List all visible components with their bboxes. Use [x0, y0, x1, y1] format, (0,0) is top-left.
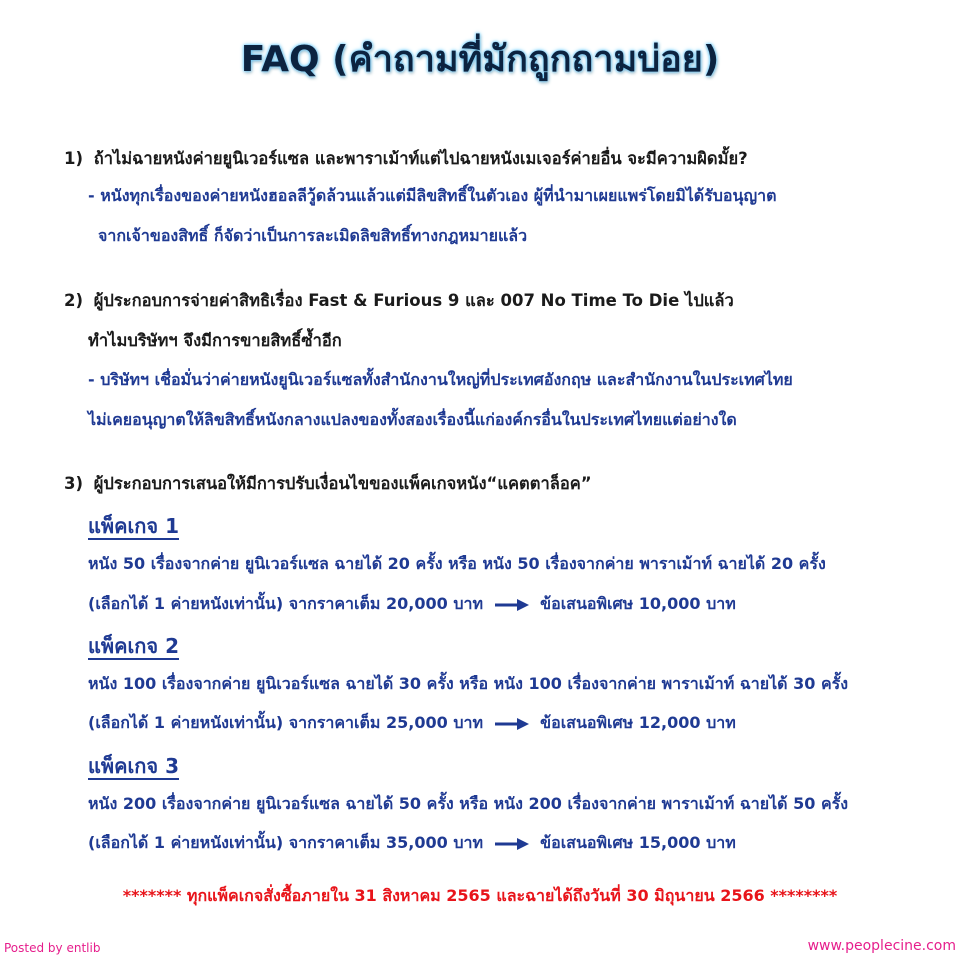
posted-by-credit: Posted by entlib — [4, 941, 101, 955]
package-3-full-price: (เลือกได้ 1 ค่ายหนังเท่านั้น) จากราคาเต็ม 35,000 บาท — [88, 833, 483, 852]
faq-question-3 — [64, 471, 592, 497]
package-2-full-price: (เลือกได้ 1 ค่ายหนังเท่านั้น) จากราคาเต็ม 25,000 บาท — [88, 713, 483, 732]
site-url: www.peoplecine.com — [807, 938, 956, 954]
package-3-line-2 — [88, 831, 736, 856]
package-2-line-1: หนัง 100 เรื่องจากค่าย ยูนิเวอร์แซล ฉายได้ 30 ครั้ง หรือ หนัง 100 เรื่องจากค่าย พาราเม้าท์ ฉายได้ 30 ครั้ง — [88, 674, 849, 693]
package-2-special-price: ข้อเสนอพิเศษ 12,000 บาท — [540, 713, 736, 732]
faq-answer-2-line-2: ไม่เคยอนุญาตให้ลิขสิทธิ์หนังกลางแปลงของทั้งสองเรื่องนี้แก่องค์กรอื่นในประเทศไทยแต่อย่างใด — [88, 410, 737, 429]
faq-number-3: 3) — [64, 474, 84, 493]
faq-question-3-text: ผู้ประกอบการเสนอให้มีการปรับเงื่อนไขของแพ็คเกจหนัง“แคตตาล็อค” — [93, 474, 592, 493]
faq-number-2: 2) — [64, 291, 84, 310]
deadline-notice: ******* ทุกแพ็คเกจสั่งซื้อภายใน 31 สิงหาคม 2565 และฉายได้ถึงวันที่ 30 มิถุนายน 2566 ******** — [122, 886, 838, 905]
arrow-right-icon — [495, 598, 529, 612]
faq-answer-2-line-1: - บริษัทฯ เชื่อมั่นว่าค่ายหนังยูนิเวอร์แซลทั้งสำนักงานใหญ่ที่ประเทศอังกฤษ และสำนักงานในประเทศไทย — [88, 370, 793, 389]
faq-answer-1-line-1: - หนังทุกเรื่องของค่ายหนังฮอลลีวู้ดล้วนแล้วแต่มีลิขสิทธิ์ในตัวเอง ผู้ที่นำมาเผยแพร่โดยมิได้รับอนุญาต — [88, 186, 777, 205]
faq-number-1: 1) — [64, 149, 84, 168]
faq-question-2-line-2: ทำไมบริษัทฯ จึงมีการขายสิทธิ์ซ้ำอีก — [88, 331, 342, 350]
faq-question-1-text: ถ้าไม่ฉายหนังค่ายยูนิเวอร์แซล และพาราเม้าท์แต่ไปฉายหนังเมเจอร์ค่ายอื่น จะมีความผิดมั้ย? — [93, 149, 748, 168]
package-1-heading: แพ็คเกจ 1 — [88, 514, 179, 538]
faq-answer-1-line-2: จากเจ้าของสิทธิ์ ก็จัดว่าเป็นการละเมิดลิขสิทธิ์ทางกฎหมายแล้ว — [98, 226, 528, 245]
arrow-right-icon — [495, 717, 529, 731]
package-2-line-2 — [88, 711, 736, 736]
package-1-special-price: ข้อเสนอพิเศษ 10,000 บาท — [540, 594, 736, 613]
package-3-special-price: ข้อเสนอพิเศษ 15,000 บาท — [540, 833, 736, 852]
package-2-heading: แพ็คเกจ 2 — [88, 634, 179, 658]
package-1-line-2 — [88, 592, 736, 617]
page-title: FAQ (คำถามที่มักถูกถามบ่อย) — [240, 39, 720, 80]
faq-question-1 — [64, 146, 748, 172]
package-1-line-1: หนัง 50 เรื่องจากค่าย ยูนิเวอร์แซล ฉายได้ 20 ครั้ง หรือ หนัง 50 เรื่องจากค่าย พาราเม้าท์ ฉายได้ 20 ครั้ง — [88, 554, 826, 573]
package-3-line-1: หนัง 200 เรื่องจากค่าย ยูนิเวอร์แซล ฉายได้ 50 ครั้ง หรือ หนัง 200 เรื่องจากค่าย พาราเม้าท์ ฉายได้ 50 ครั้ง — [88, 794, 849, 813]
faq-question-2-text: ผู้ประกอบการจ่ายค่าสิทธิเรื่อง Fast & Furious 9 และ 007 No Time To Die ไปแล้ว — [93, 291, 734, 310]
package-1-full-price: (เลือกได้ 1 ค่ายหนังเท่านั้น) จากราคาเต็ม 20,000 บาท — [88, 594, 483, 613]
faq-question-2 — [64, 288, 734, 314]
package-3-heading: แพ็คเกจ 3 — [88, 754, 179, 778]
arrow-right-icon — [495, 837, 529, 851]
